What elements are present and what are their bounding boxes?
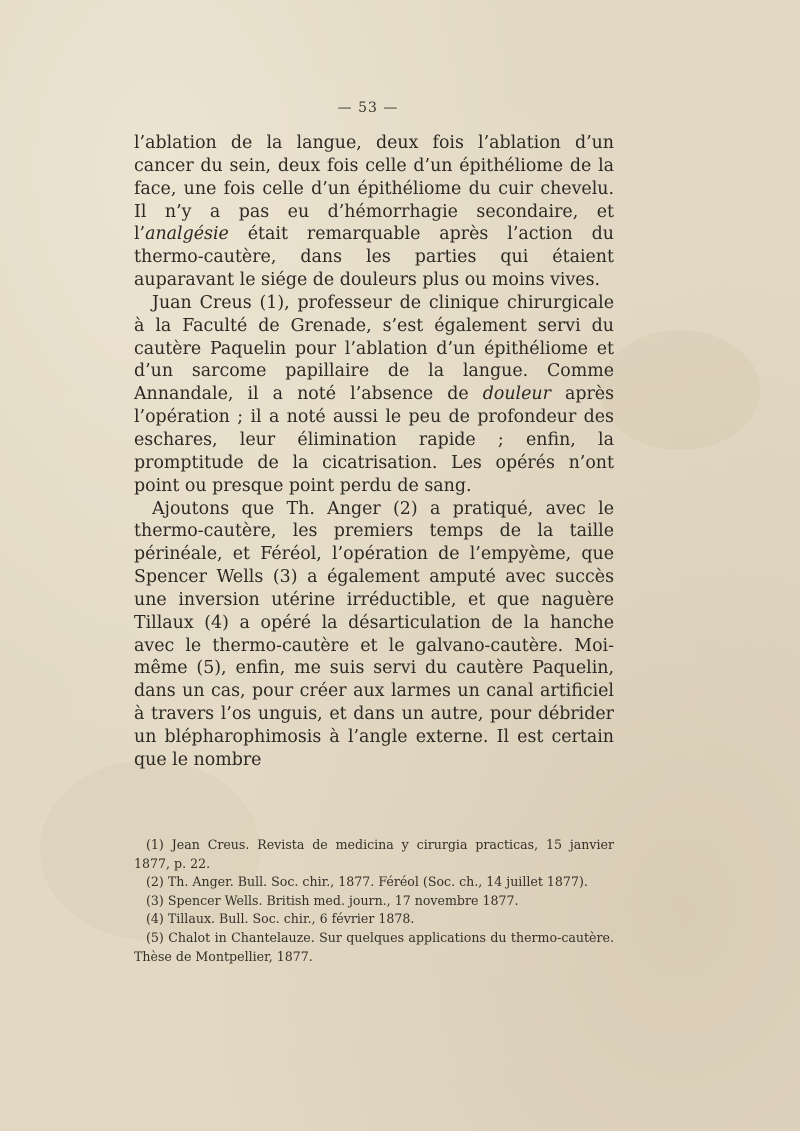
footnote-1: (1) Jean Creus. Revista de medicina y cirurgia practicas, 15 janvier 1877, p. 22.: [134, 837, 614, 871]
paragraph-1-emphasis: analgésie: [145, 224, 229, 245]
paragraph-3: Ajoutons que Th. Anger (2) a pratiqué, avec le thermo-cautère, les premiers temps de la taille périnéale, et Féréol, l’opération de l’empyème, que Spencer Wells (3) a également amputé avec succès une inversion utérine irréductible, et que naguère Tillaux (4) a opéré la désarticulation de la hanche avec le thermo-cautère et le galvano-cautère. Moi-même (5), enfin, me suis servi du cautère Paquelin, dans un cas, pour créer aux larmes un canal artificiel à travers l’os unguis, et dans un autre, pour débrider un blépharophimosis à l’angle externe. Il est certain que le nombre: [134, 498, 614, 770]
paragraph-1-text: l’ablation de la langue, deux fois l’ablation d’un cancer du sein, deux fois celle d’un épithéliome de la face, une fois celle d’un épithéliome du cuir chevelu. Il n’y a pas eu d’hémorrhagie secondaire, et l’: [134, 133, 614, 245]
page-number: — 53 —: [337, 100, 399, 116]
paragraph-2-text: Juan Creus (1), professeur de clinique chirurgicale à la Faculté de Grenade, s’est également servi du cautère Paquelin pour l’ablation d’un épithéliome et d’un sarcome papillaire de la langue. Comme Annandale, il a noté l’absence de: [134, 292, 614, 405]
footnote-5: (5) Chalot in Chantelauze. Sur quelques applications du thermo-cautère. Thèse de Montpellier, 1877.: [134, 929, 614, 964]
paper-stain: [600, 330, 760, 450]
footnote-4: (4) Tillaux. Bull. Soc. chir., 6 février 1878.: [146, 911, 415, 927]
paragraph-2-emphasis: douleur: [482, 384, 551, 405]
paragraph-1: [134, 132, 614, 292]
paragraph-2-text-end: après l’opération ; il a noté aussi le peu de profondeur des eschares, leur élimination rapide ; enfin, la promptitude de la cicatrisation. Les opérés n’ont point ou presque point perdu de sang.: [134, 384, 615, 496]
paragraph-2: [134, 292, 614, 498]
paragraph-1-text-end: était remarquable après l’action du thermo-cautère, dans les parties qui étaient auparavant le siége de douleurs plus ou moins vives.: [134, 224, 614, 291]
footnote-3: (3) Spencer Wells. British med. journ., 17 novembre 1877.: [146, 892, 519, 908]
footnotes: [134, 836, 614, 966]
footnote-2: (2) Th. Anger. Bull. Soc. chir., 1877. Féréol (Soc. ch., 14 juillet 1877).: [146, 874, 588, 890]
main-text: [134, 132, 614, 772]
